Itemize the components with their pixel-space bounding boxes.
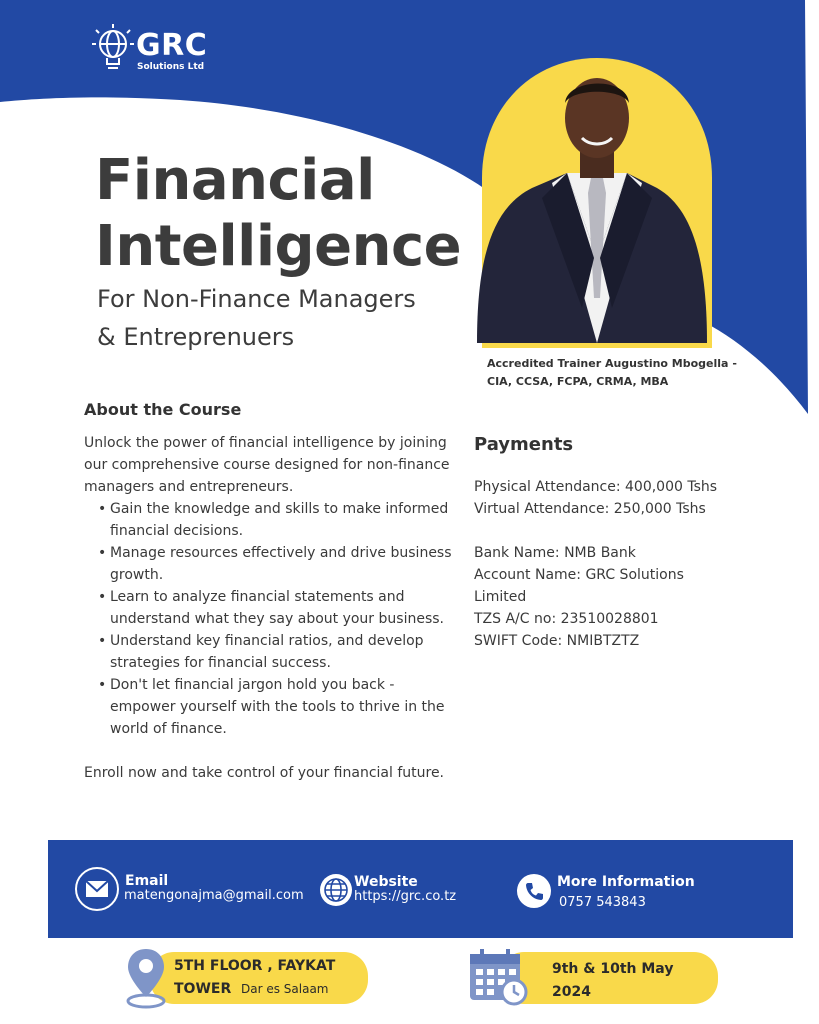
swift-code: SWIFT Code: NMIBTZTZ [474,633,640,649]
map-pin-icon [124,945,168,1009]
page-subtitle [97,280,416,356]
payments-heading: Payments [474,434,574,455]
list-item: • Don't let financial jargon hold you back - empower yourself with the tools to thrive in the world of finance. [110,674,454,740]
date-line-1: 9th & 10th May [552,961,674,977]
virtual-fee: Virtual Attendance: 250,000 Tshs [474,501,706,517]
about-bullets [84,498,454,740]
title-line-2: Intelligence [95,214,462,279]
globe-icon [318,872,354,908]
account-name: Account Name: GRC Solutions Limited [474,567,684,605]
trainer-line-2: CIA, CCSA, FCPA, CRMA, MBA [487,375,669,388]
website-value[interactable]: https://grc.co.tz [354,889,457,904]
physical-fee: Physical Attendance: 400,000 Tshs [474,479,718,495]
list-item: • Gain the knowledge and skills to make informed financial decisions. [110,498,454,542]
email-value[interactable]: matengonajma@gmail.com [124,888,304,903]
about-body [84,432,454,784]
about-closing: Enroll now and take control of your financial future. [84,765,445,781]
info-value[interactable]: 0757 543843 [559,895,646,910]
location-line-1: 5TH FLOOR , FAYKAT [174,958,336,974]
list-item: • Understand key financial ratios, and develop strategies for financial success. [110,630,454,674]
calendar-icon [466,946,530,1008]
website-label: Website [354,874,418,890]
location-text [174,955,364,1001]
list-item: • Learn to analyze financial statements and understand what they say about your business. [110,586,454,630]
about-intro: Unlock the power of financial intelligence by joining our comprehensive course designed for non-finance managers and entrepreneurs. [84,435,450,495]
trainer-line-1: Accredited Trainer Augustino Mbogella - [487,357,737,370]
date-text [552,958,712,1004]
trainer-caption [487,355,757,391]
info-label: More Information [557,874,695,890]
account-number: TZS A/C no: 23510028801 [474,611,659,627]
subtitle-line-1: For Non-Finance Managers [97,285,416,313]
page-title [95,148,461,280]
email-label: Email [125,873,169,889]
phone-icon [516,873,552,909]
location-line-2: TOWER [174,981,232,997]
title-line-1: Financial [95,148,375,213]
brand-name: GRC [136,28,208,63]
about-heading: About the Course [84,400,242,419]
date-line-2: 2024 [552,984,591,1000]
brand-sub: Solutions Ltd [137,62,205,72]
envelope-icon [74,866,120,912]
bank-name: Bank Name: NMB Bank [474,545,636,561]
subtitle-line-2: & Entreprenuers [97,323,295,351]
list-item: • Manage resources effectively and drive business growth. [110,542,454,586]
payments-body [474,476,774,652]
location-city: Dar es Salaam [241,982,329,996]
trainer-portrait [472,58,722,348]
